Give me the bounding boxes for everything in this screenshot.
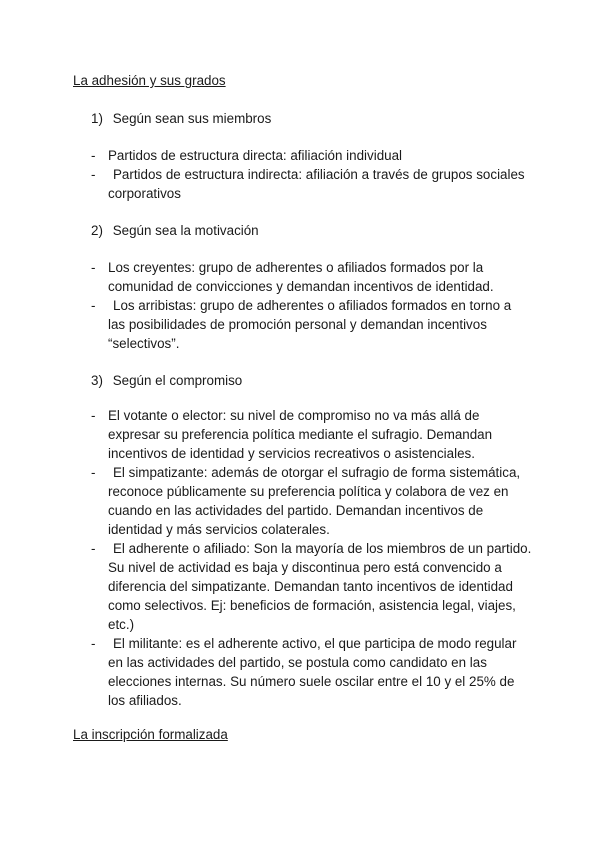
section-2-list bbox=[0, 258, 532, 353]
list-item bbox=[0, 634, 532, 710]
section-1-list bbox=[0, 146, 532, 203]
section-3-list bbox=[0, 406, 532, 710]
dash-bullet: - bbox=[91, 541, 96, 556]
section-number: 1) bbox=[91, 111, 103, 126]
section-title-text: Según el compromiso bbox=[112, 373, 243, 388]
dash-bullet: - bbox=[91, 260, 96, 275]
dash-bullet: - bbox=[91, 167, 96, 182]
section-number: 3) bbox=[91, 373, 103, 388]
dash-bullet: - bbox=[91, 636, 96, 651]
section-title-text: Según sean sus miembros bbox=[112, 111, 272, 126]
dash-bullet: - bbox=[91, 148, 96, 163]
section-2-title bbox=[91, 221, 259, 240]
list-item bbox=[0, 296, 532, 353]
section-1-title bbox=[91, 109, 271, 128]
dash-bullet: - bbox=[91, 298, 96, 313]
heading-inscripcion: La inscripción formalizada bbox=[73, 727, 228, 742]
dash-bullet: - bbox=[91, 408, 96, 423]
list-item-text: Partidos de estructura directa: afiliación individual bbox=[108, 148, 403, 163]
list-item-text: Partidos de estructura indirecta: afiliación a través de grupos sociales corporativos bbox=[108, 167, 525, 201]
list-item-text: El simpatizante: además de otorgar el sufragio de forma sistemática, reconoce públicamente su preferencia política y colabora de vez en cuando en las actividades del partido. Demandan incentivos de identidad y más servicios colaterales. bbox=[108, 465, 521, 537]
list-item bbox=[0, 258, 532, 296]
list-item bbox=[0, 146, 532, 165]
list-item-text: El militante: es el adherente activo, el que participa de modo regular en las actividades del partido, se postula como candidato en las elecciones internas. Su número suele oscilar entre el 10 y el 25% de los afiliados. bbox=[108, 636, 517, 708]
list-item-text: El adherente o afiliado: Son la mayoría de los miembros de un partido. Su nivel de actividad es baja y discontinua pero está convencido a diferencia del simpatizante. Demandan tanto incentivos de identidad como selectivos. Ej: beneficios de formación, asistencia legal, viajes, etc.) bbox=[108, 541, 532, 632]
section-number: 2) bbox=[91, 223, 103, 238]
list-item bbox=[0, 539, 532, 634]
list-item bbox=[0, 406, 532, 463]
section-title-text: Según sea la motivación bbox=[112, 223, 259, 238]
list-item-text: El votante o elector: su nivel de compromiso no va más allá de expresar su preferencia política mediante el sufragio. Demandan incentivos de identidad y servicios recreativos o asistenciales. bbox=[108, 408, 493, 461]
list-item bbox=[0, 165, 532, 203]
list-item bbox=[0, 463, 532, 539]
list-item-text: Los creyentes: grupo de adherentes o afiliados formados por la comunidad de convicciones y demandan incentivos de identidad. bbox=[108, 260, 494, 294]
list-item-text: Los arribistas: grupo de adherentes o afiliados formados en torno a las posibilidades de promoción personal y demandan incentivos “selectivos”. bbox=[108, 298, 512, 351]
section-3-title bbox=[91, 371, 242, 390]
dash-bullet: - bbox=[91, 465, 96, 480]
heading-adhesion: La adhesión y sus grados bbox=[73, 73, 226, 88]
